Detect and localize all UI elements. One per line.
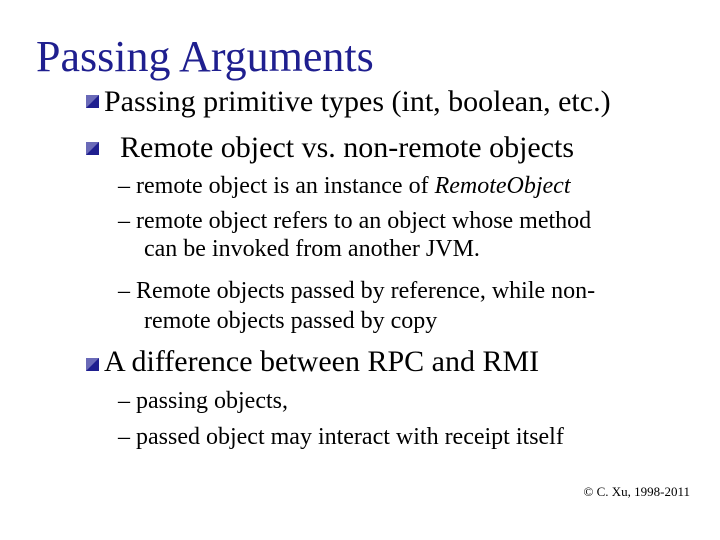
square-bullet-icon (86, 358, 99, 371)
copyright-footer: © C. Xu, 1998-2011 (583, 484, 690, 499)
slide-title: Passing Arguments (36, 32, 374, 81)
sub-item-text: – remote object is an instance of (118, 173, 435, 199)
bullet-1-text: Passing primitive types (int, boolean, etc.) (104, 85, 611, 118)
sub-item-3-1: – passing objects, (118, 388, 288, 414)
sub-item-2-1 (118, 173, 571, 200)
bullet-3-text: A difference between RPC and RMI (104, 345, 540, 378)
sub-item-2-2-continuation: can be invoked from another JVM. (144, 236, 480, 262)
sub-item-2-2: – remote object refers to an object whose method (118, 208, 592, 234)
sub-item-emphasis: RemoteObject (434, 173, 571, 199)
square-bullet-icon (86, 142, 99, 155)
bullet-2-text: Remote object vs. non-remote objects (120, 131, 575, 164)
square-bullet-icon (86, 95, 99, 108)
sub-item-3-2: – passed object may interact with receipt itself (118, 424, 564, 450)
sub-item-2-3-continuation: remote objects passed by copy (144, 308, 438, 334)
sub-item-2-3: – Remote objects passed by reference, while non- (118, 278, 596, 304)
